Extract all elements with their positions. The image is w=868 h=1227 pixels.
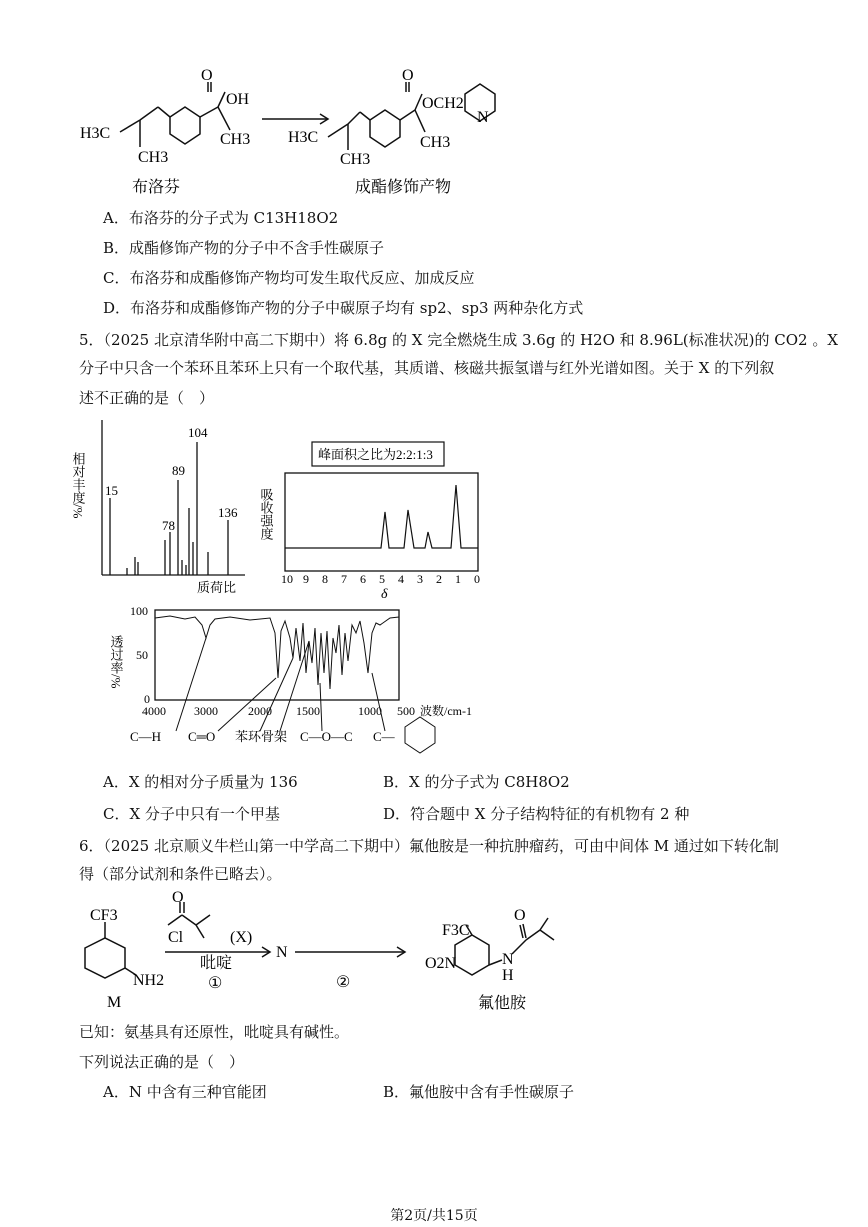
product-f3c: F3C <box>442 922 470 939</box>
ms-peak-label-15: 15 <box>105 483 118 498</box>
ms-peak-label-89: 89 <box>172 463 185 478</box>
known-info: 已知：氨基具有还原性，吡啶具有碱性。 <box>79 1023 350 1041</box>
ir-annotation-ch: C—H <box>130 729 162 744</box>
reagent-x: (X) <box>230 929 253 946</box>
right-ch3-lower: CH3 <box>340 151 371 168</box>
q6-prompt: 下列说法正确的是（ ） <box>79 1053 245 1071</box>
nmr-tick: 9 <box>303 572 309 586</box>
q4-option-d: D．布洛芬和成酯修饰产物的分子中碳原子均有 sp2、sp3 两种杂化方式 <box>103 299 584 317</box>
right-ch3-alpha: CH3 <box>420 134 451 151</box>
ester-product-name: 成酯修饰产物 <box>355 179 452 196</box>
ms-ylabel: 相对丰度/% <box>70 452 86 519</box>
nmr-tick: 2 <box>436 572 442 586</box>
right-carbonyl-o: O <box>402 67 414 84</box>
ir-ytick: 100 <box>130 604 148 618</box>
ms-xlabel: 质荷比 <box>197 580 237 595</box>
left-oh: OH <box>226 91 250 108</box>
ibuprofen-name: 布洛芬 <box>132 179 181 196</box>
q5-option-c: C．X 分子中只有一个甲基 <box>103 805 280 823</box>
q5-option-a: A．X 的相对分子质量为 136 <box>103 773 298 791</box>
q6-option-b: B．氟他胺中含有手性碳原子 <box>383 1083 575 1101</box>
ms-peak-label-136: 136 <box>218 505 238 520</box>
q4-option-c: C．布洛芬和成酯修饰产物均可发生取代反应、加成反应 <box>103 269 475 287</box>
nmr-tick: 1 <box>455 572 461 586</box>
q5-option-b: B．X 的分子式为 C8H8O2 <box>383 773 570 791</box>
q4-option-a: A．布洛芬的分子式为 C13H18O2 <box>103 209 339 227</box>
nmr-tick: 8 <box>322 572 328 586</box>
q6-stem-line2: 得（部分试剂和条件已略去）。 <box>79 865 282 883</box>
q5-stem-line3: 述不正确的是（ ） <box>79 389 215 407</box>
nmr-tick: 7 <box>341 572 347 586</box>
left-carbonyl-o: O <box>201 67 213 84</box>
nmr-spectrum-chart <box>260 440 490 600</box>
product-o: O <box>514 907 526 924</box>
m-cf3: CF3 <box>90 907 118 924</box>
ir-xtick: 4000 <box>142 704 166 718</box>
flutamide-synthesis-scheme <box>70 890 610 1020</box>
product-o2n: O2N <box>425 955 457 972</box>
right-och2: OCH2 <box>422 95 464 112</box>
left-h3c: H3C <box>80 125 111 142</box>
nmr-ratio-title: 峰面积之比为2:2:1:3 <box>318 447 433 462</box>
left-ch3-lower: CH3 <box>138 149 169 166</box>
step-2: ② <box>336 974 351 991</box>
q5-stem-line2: 分子中只含一个苯环且苯环上只有一个取代基，其质谱、核磁共振氢谱与红外光谱如图。关于 X 的下列叙 <box>79 359 775 377</box>
nmr-tick: 10 <box>281 572 293 586</box>
ir-xtick: 500 <box>397 704 415 718</box>
ir-ytick: 50 <box>136 648 148 662</box>
ms-peak-label-78: 78 <box>162 518 175 533</box>
ir-xtick: 1500 <box>296 704 320 718</box>
nmr-tick: 4 <box>398 572 404 586</box>
product-n: N <box>502 951 514 968</box>
nmr-tick: 0 <box>474 572 480 586</box>
ms-peak-label-104: 104 <box>188 425 208 440</box>
product-h: H <box>502 967 514 984</box>
ir-annotation-co: C═O <box>188 729 216 744</box>
ir-annotation-c-phenyl: C— <box>373 729 395 744</box>
flutamide-name: 氟他胺 <box>478 995 527 1012</box>
ir-annotation-coc: C—O—C <box>300 729 353 744</box>
left-ch3-alpha: CH3 <box>220 131 251 148</box>
nmr-ylabel: 吸收强度 <box>258 488 274 540</box>
mass-spectrum-chart <box>70 420 255 595</box>
reagent-o: O <box>172 889 184 906</box>
nmr-xlabel: δ <box>381 587 388 602</box>
reagent-cl: Cl <box>168 929 184 946</box>
q4-option-b: B．成酯修饰产物的分子中不含手性碳原子 <box>103 239 385 257</box>
right-h3c: H3C <box>288 129 319 146</box>
page-footer: 第2页/共15页 <box>390 1208 478 1224</box>
ir-xtick: 1000 <box>358 704 382 718</box>
q6-option-a: A．N 中含有三种官能团 <box>103 1083 267 1101</box>
m-label: M <box>107 994 122 1011</box>
ir-annotation-benzene: 苯环骨架 <box>235 729 288 744</box>
ir-spectrum-chart <box>110 603 490 753</box>
ir-ylabel: 透过率/% <box>108 635 124 689</box>
nmr-tick: 5 <box>379 572 385 586</box>
nmr-tick: 6 <box>360 572 366 586</box>
ibuprofen-esterification-scheme <box>70 62 490 202</box>
ir-xunit: 波数/cm-1 <box>420 704 472 718</box>
ir-xtick: 2000 <box>248 704 272 718</box>
m-nh2: NH2 <box>133 972 165 989</box>
nmr-tick: 3 <box>417 572 423 586</box>
ir-ytick: 0 <box>144 692 150 706</box>
reagent-pyridine: 吡啶 <box>200 955 233 972</box>
intermediate-n: N <box>276 944 288 961</box>
right-pyridine-n: N <box>477 109 489 126</box>
q6-stem-line1: 6．（2025 北京顺义牛栏山第一中学高二下期中）氟他胺是一种抗肿瘤药，可由中间体 M 通过如下转化制 <box>79 837 779 855</box>
step-1: ① <box>208 975 223 992</box>
ir-xtick: 3000 <box>194 704 218 718</box>
q5-stem-line1: 5．（2025 北京清华附中高二下期中）将 6.8g 的 X 完全燃烧生成 3.6g 的 H2O 和 8.96L(标准状况)的 CO2 。X <box>79 331 839 349</box>
q5-option-d: D．符合题中 X 分子结构特征的有机物有 2 种 <box>383 805 690 823</box>
